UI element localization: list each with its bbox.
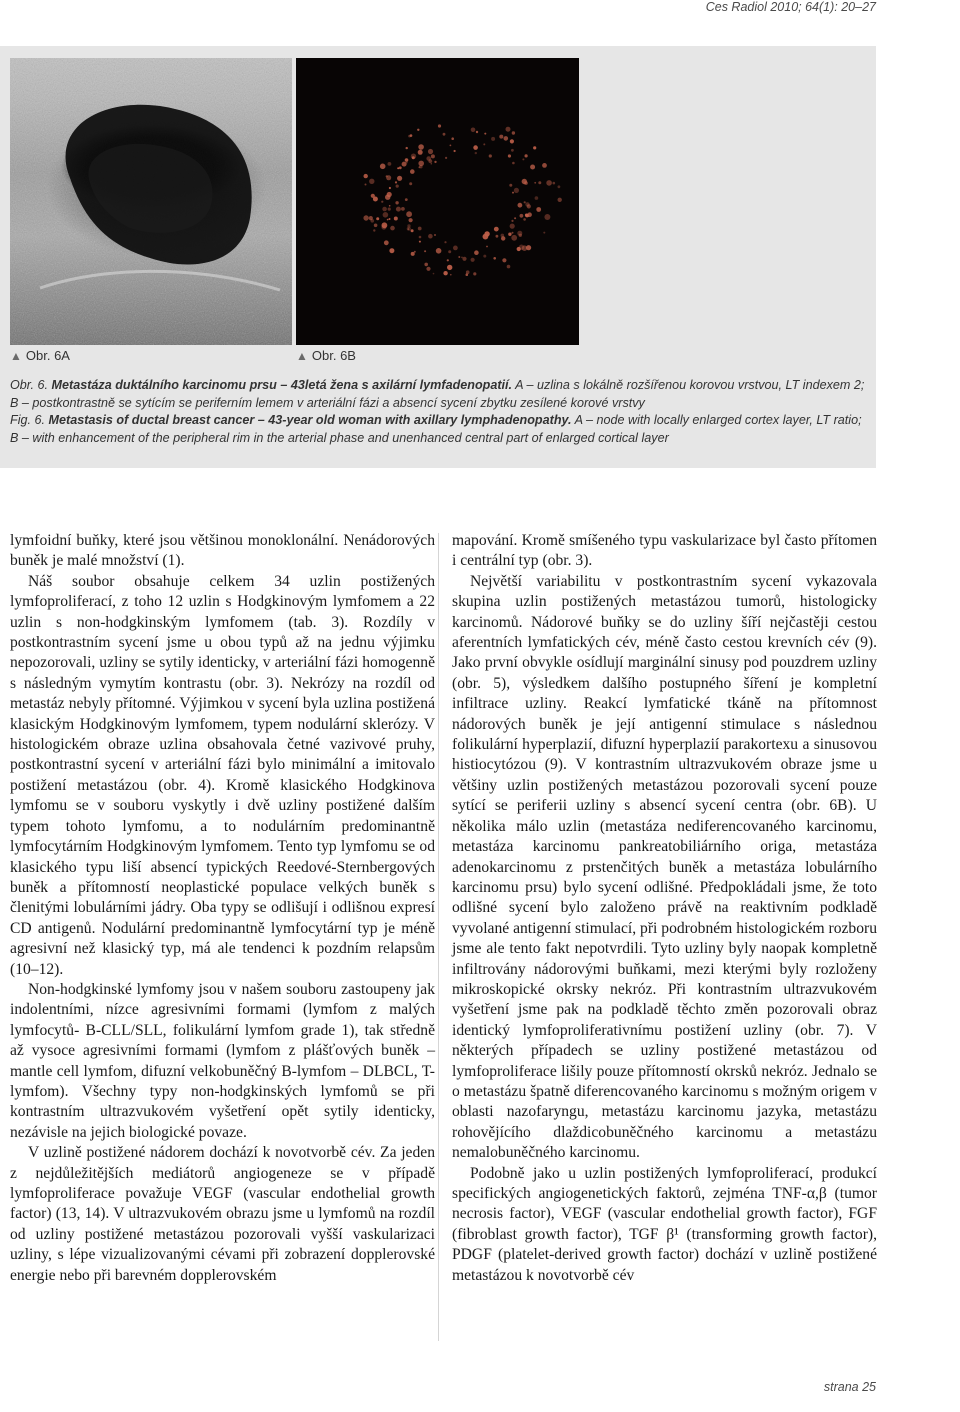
paragraph: V uzlině postižené nádorem dochází k novotvorbě cév. Za jeden z nejdůležitějších mediátorů angiogeneze se v případě lymfoproliferace považuje VEGF (vascular endothelial growth factor) (13, 14). V ultrazvukovém obrazu jsme u lymfomů na rozdíl od uzliny postižené metastázou pozorovali vyšší vaskularizaci uzliny, s lépe vizualizovanými cévami při zobrazení dopplerovské energie nebo při barevném dopplerovském bbox=[10, 1144, 435, 1284]
lymph-node-shape bbox=[10, 58, 292, 345]
paragraph: Náš soubor obsahuje celkem 34 uzlin postižených lymfoproliferací, z toho 12 uzlin s Hodgkinovým lymfomem a 22 uzlin s non-hodgkinským lymfomem (tab. 3). Rozdíly v postkontrastním sycení jsme u obou typů až na jednu výjimku nepozorovali, uzliny se sytily identicky, v arteriální fázi homogenně s následným vymytím kontrastu (obr. 3). Nekrózy na rozdíl od metastáz nebyly přítomné. Výjimkou v sycení byla uzlina postižená klasickým Hodgkinovým lymfomem, typem nodulární sklerózy. V histologickém obraze uzlina obsahovala četné vazivové pruhy, postkontrastní sycení v arteriální fázi bylo minimální a imitovalo postižení metastázou (obr. 4). Kromě klasického Hodgkinova lymfomu se v souboru vyskytly i dvě uzliny postižené dalším typem tohoto lymfomu, a to nodulárním predominantně lymfocytárním Hodgkinovým lymfomem. Tento typ lymfomu se od klasického typu liší absencí typických Reedové-Sternbergových buněk a přítomností neoplastické populace velkých buněk s členitými lobulárními jádry. Oba typy se odlišují i odlišnou expresí CD antigenů. Nodulární predominantně lymfocytární typ je méně agresivní než klasický typ, má ale tendenci k pozdním relapsům (10–12). bbox=[10, 572, 435, 978]
figure-caption bbox=[10, 377, 872, 447]
left-column bbox=[10, 531, 435, 1286]
paragraph: Podobně jako u uzlin postižených lymfoproliferací, produkcí specifických angiogenetických faktorů, zejména TNF-α,β (tumor necrosis factor), VEGF (vascular endothelial growth factor), FGF (fibroblast growth factor), TGF β¹ (transforming growth factor), PDGF (platelet-derived growth factor) dochází v uzlině postižené metastázou k novotvorbě cév bbox=[452, 1164, 877, 1284]
journal-reference: Ces Radiol 2010; 64(1): 20–27 bbox=[705, 0, 876, 14]
paragraph: Non-hodgkinské lymfomy jsou v našem souboru zastoupeny jak indolentními, nízce agresivními formami (lymfom z malých lymfocytů- B-CLL/SLL, folikulární lymfom grade 1), tak středně až vysoce agresivními formami (lymfom z plášťových buněk – mantle cell lymfom, difuzní velkobuněčný B-lymfom – DLBCL, T-lymfom). Všechny typy non-hodgkinských lymfomů se při kontrastním ultrazvukovém vyšetření opět sytily identicky, nezávisle na jejich biologické povaze. bbox=[10, 980, 435, 1141]
triangle-up-icon: ▲ bbox=[10, 349, 22, 363]
triangle-up-icon: ▲ bbox=[296, 349, 308, 363]
panel-b-label: ▲ Obr. 6B bbox=[296, 348, 356, 363]
right-column bbox=[452, 531, 877, 1286]
caption-czech: Obr. 6. Metastáza duktálního karcinomu prsu – 43letá žena s axilární lymfadenopatií. A – uzlina s lokálně rozšířenou korovou vrstvou, LT indexem 2; B – postkontrastně se sytícím se periferním lemem v arteriální fázi a absencí sycení zbytku zesílené korové vrstvy bbox=[10, 378, 865, 410]
contrast-ultrasound-image-b bbox=[296, 58, 579, 345]
paragraph: Největší variabilitu v postkontrastním sycení vykazovala skupina uzlin postižených metastázou tumorů, histologicky karcinomů. Nádorové buňky se do uzliny šíří nejčastěji cestou aferentních lymfatických cév, méně často cestou krevních cév (9). Jako první obvykle osídlují marginální sinusy pod pouzdrem uzliny (obr. 5), výsledkem dalšího postupného šíření je kompletní infiltrace uzliny. Reakcí lymfatické tkáně na přítomnost nádorových buněk je její antigenní stimulace s následnou folikulární hyperplazií, difuzní hyperplazií parakortexu a sinusovou histiocytózou (9). V kontrastním ultrazvukovém obraze jsme u většiny uzlin postižených metastázou pozorovali sycení pouze sytící se periferii uzliny s absencí sycení centra (obr. 6B). U několika málo uzlin (metastáza nediferencovaného karcinomu, metastáza karcinomu pankreatobiliárního origa, metastáza adenokarcinomu z prstenčitých buněk a metastáza lobulárního karcinomu prsu) bylo sycení odlišné. Předpokládali jsme, že toto odlišné sycení bylo založeno právě na reaktivním podkladě vyvolané antigenní stimulací, při podrobném histologickém rozboru jsme ale tento fakt nepotvrdili. Tyto uzliny byly naopak kompletně infiltrovány nádorovými buňkami, mezi kterými byly rozloženy mikroskopické okrsky nekróz. Při kontrastním ultrazvukovém vyšetření jsme pak na podkladě těchto změn pozorovali obraz identický lymfoproliferativnímu postižení uzliny (obr. 7). V některých případech se uzliny postižené metastázou od lymfoproliferace lišily pouze přítomností okrsků nekróz. Jednalo se o metastázu špatně diferencovaného karcinomu s možným origem v oblasti nazofaryngu, metastázu karcinomu jazyka, metastázu rohovějícího dlaždicobuněčného karcinomu a metastázu nemalobuněčného karcinomu. bbox=[452, 572, 877, 1162]
page-number: strana 25 bbox=[823, 1380, 876, 1394]
column-divider bbox=[438, 533, 439, 1341]
caption-english: Fig. 6. Metastasis of ductal breast cancer – 43-year old woman with axillary lymphadenopathy. A – node with locally enlarged cortex layer, LT ratio; B – with enhancement of the peripheral rim in the arterial phase and unenhanced central part of enlarged cortical layer bbox=[10, 413, 862, 445]
panel-a-label: ▲ Obr. 6A bbox=[10, 348, 70, 363]
enhancement-spots bbox=[296, 58, 579, 345]
paragraph: mapování. Kromě smíšeného typu vaskularizace byl často přítomen i centrální typ (obr. 3). bbox=[452, 532, 877, 570]
ultrasound-image-a bbox=[10, 58, 292, 345]
figure-6 bbox=[0, 46, 876, 468]
paragraph: lymfoidní buňky, které jsou většinou monoklonální. Nenádorových buněk je malé množství (1). bbox=[10, 532, 435, 570]
